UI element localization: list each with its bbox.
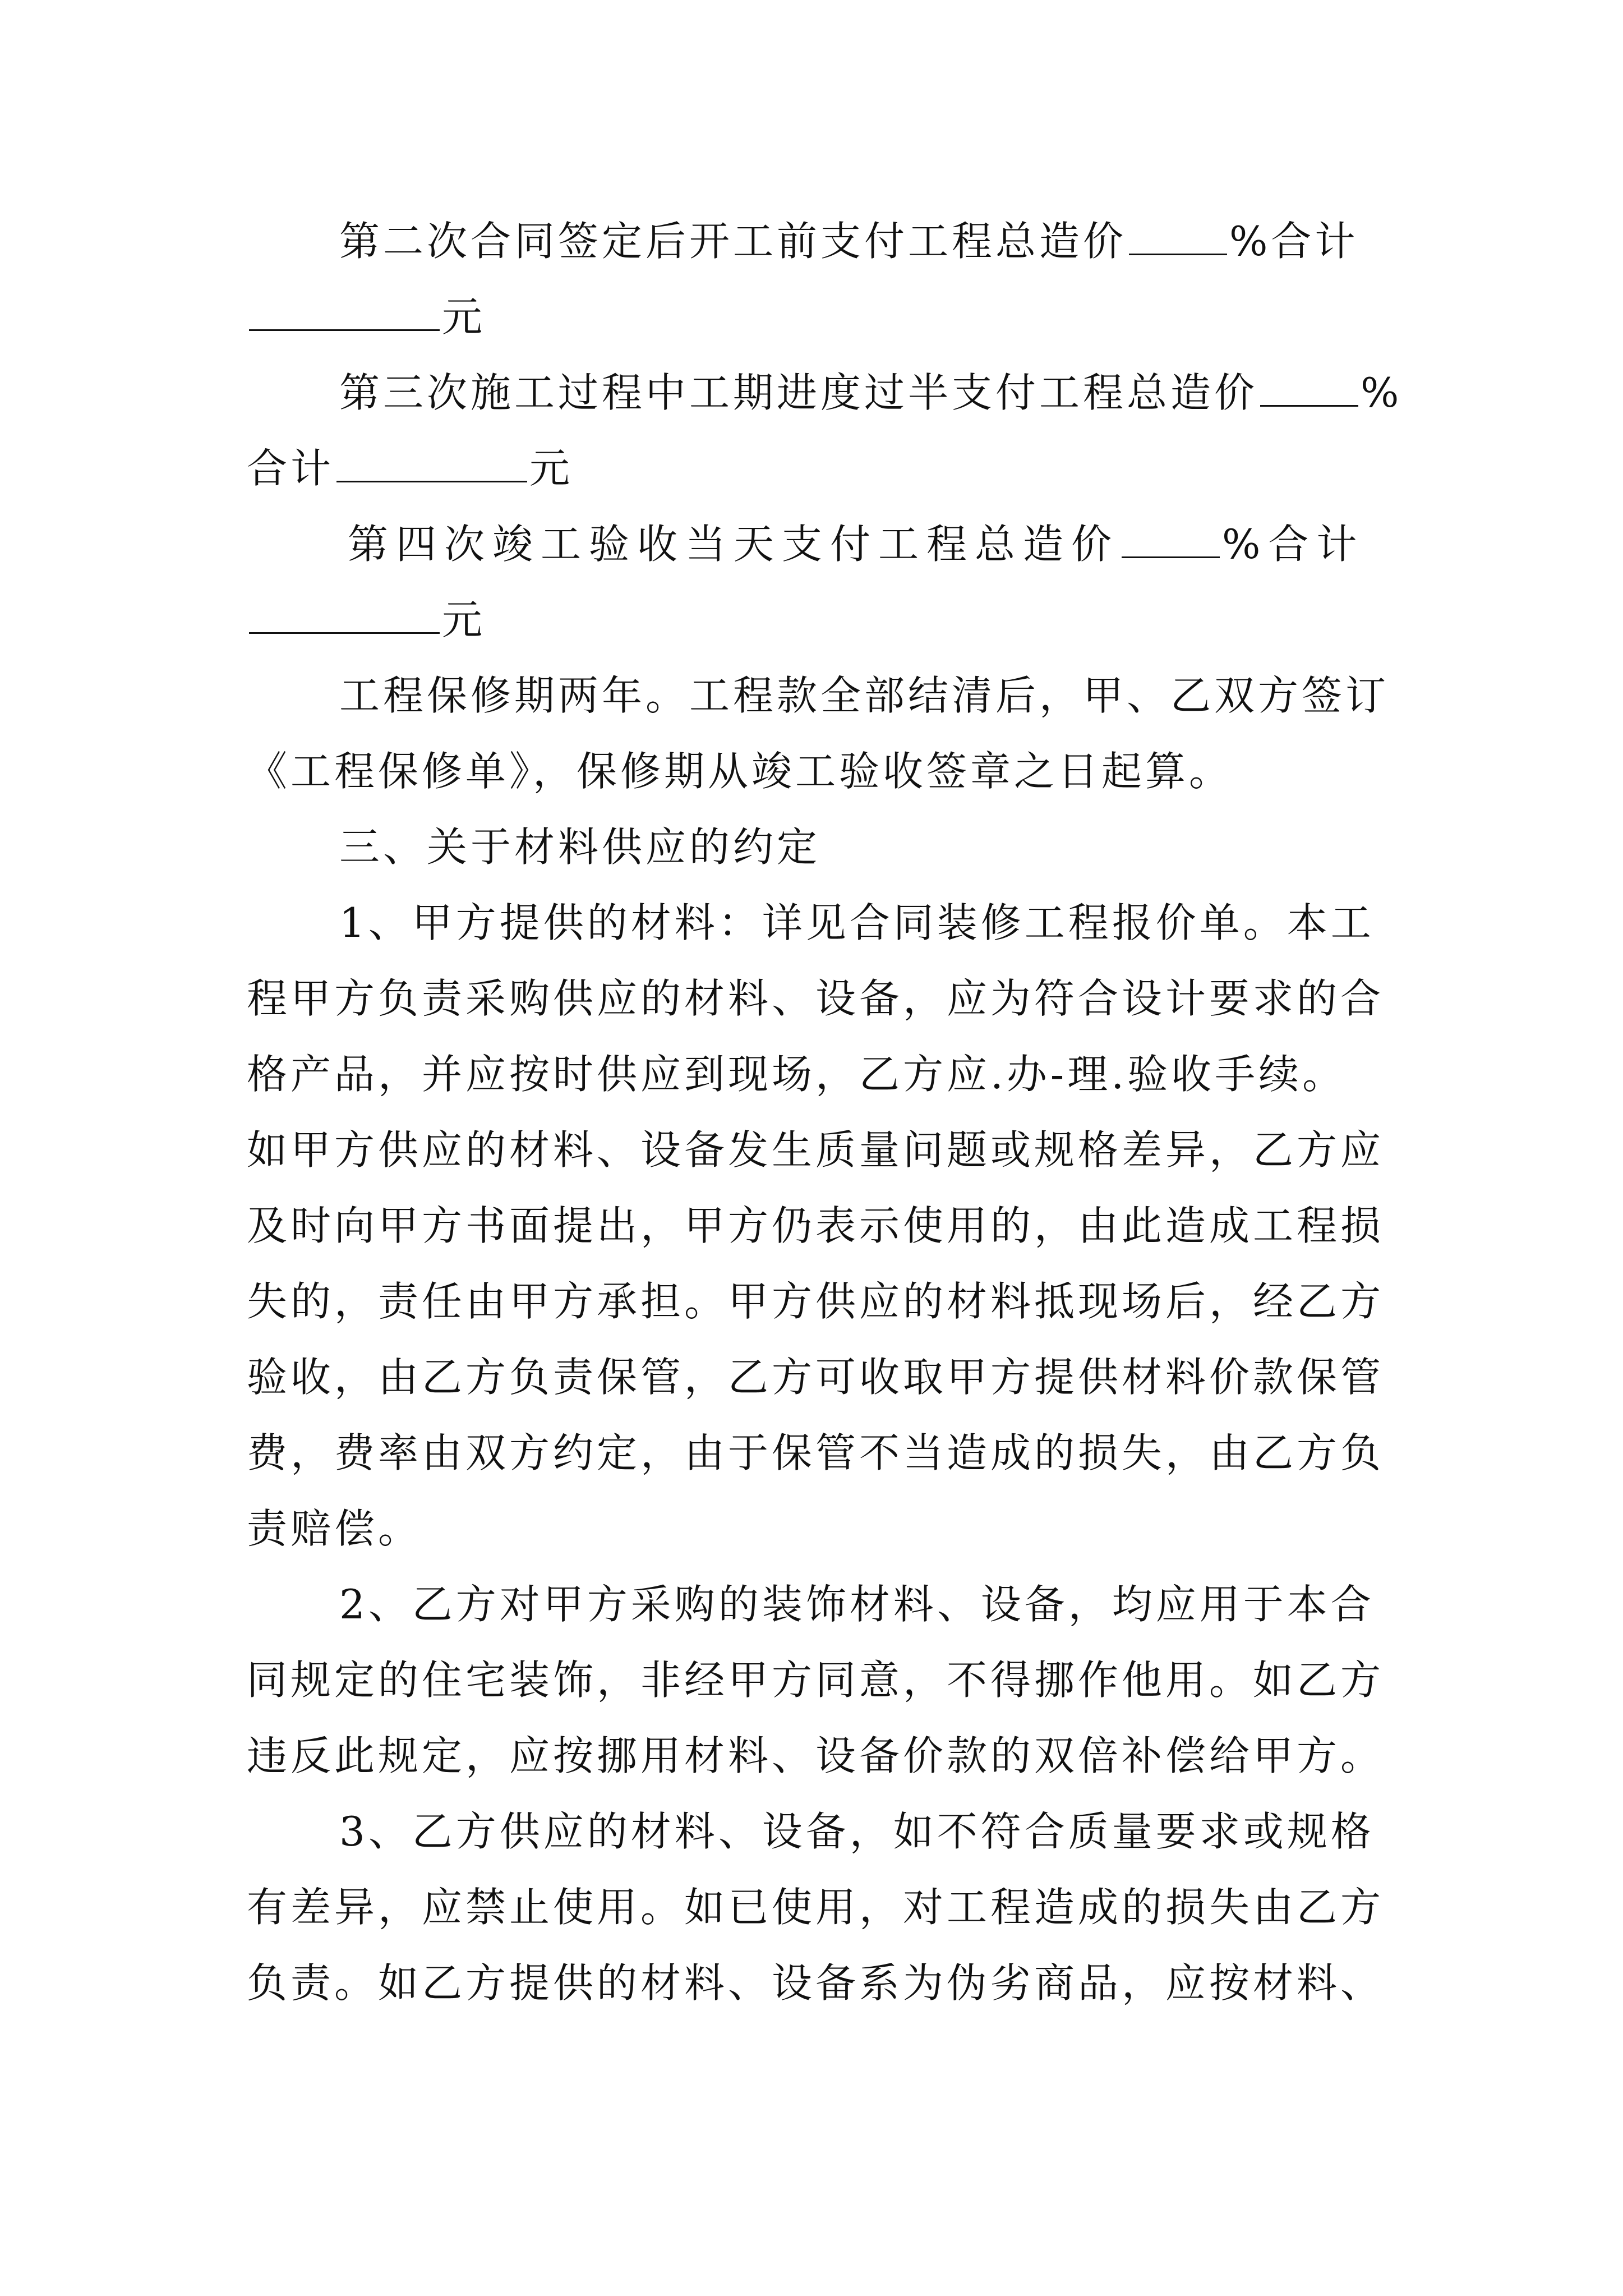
percent-blank[interactable]: [1122, 523, 1220, 558]
clause1-line: 责赔偿。: [247, 1505, 422, 1552]
amount-blank[interactable]: [249, 599, 440, 634]
payment-fourth-amount-line: [247, 595, 486, 645]
payment-second-line: [339, 216, 1358, 266]
payment-second-unit: 元: [442, 293, 486, 341]
section-title: 三、关于材料供应的约定: [339, 823, 821, 871]
warranty-line-2: 《工程保修单》，保修期从竣工验收签章之日起算。: [247, 748, 1233, 795]
clause3-line: 负责。如乙方提供的材料、设备系为伪劣商品，应按材料、: [247, 1959, 1385, 2007]
clause2-line: 2、乙方对甲方采购的装饰材料、设备，均应用于本合: [339, 1581, 1375, 1628]
clause1-line: 及时向甲方书面提出，甲方仍表示使用的，由此造成工程损: [247, 1202, 1385, 1249]
payment-third-total-label: 合计: [247, 445, 335, 492]
payment-third-amount-line: [247, 443, 573, 494]
payment-second-percent-label: %合计: [1229, 218, 1359, 265]
percent-blank[interactable]: [1260, 371, 1358, 407]
warranty-line-1: 工程保修期两年。工程款全部结清后，甲、乙双方签订: [339, 672, 1390, 719]
clause1-line: 失的，责任由甲方承担。甲方供应的材料抵现场后，经乙方: [247, 1278, 1385, 1325]
clause1-line: 格产品，并应按时供应到现场，乙方应.办-理.验收手续。: [247, 1051, 1347, 1098]
percent-blank[interactable]: [1129, 220, 1227, 255]
payment-fourth-percent-label: %合计: [1222, 521, 1365, 568]
clause2-line: 违反此规定，应按挪用材料、设备价款的双倍补偿给甲方。: [247, 1732, 1385, 1779]
payment-second-amount-line: [247, 292, 486, 342]
payment-fourth-text: 第四次竣工验收当天支付工程总造价: [348, 521, 1120, 568]
payment-third-percent-sign: %: [1361, 369, 1403, 416]
amount-blank[interactable]: [249, 296, 440, 331]
amount-blank[interactable]: [336, 447, 527, 482]
payment-third-text: 第三次施工过程中工期进度过半支付工程总造价: [339, 369, 1258, 416]
payment-fourth-unit: 元: [442, 596, 486, 643]
clause3-line: 3、乙方供应的材料、设备，如不符合质量要求或规格: [339, 1808, 1375, 1855]
clause1-line: 费，费率由双方约定，由于保管不当造成的损失，由乙方负: [247, 1429, 1385, 1476]
payment-second-text: 第二次合同签定后开工前支付工程总造价: [339, 218, 1127, 265]
payment-third-line: [339, 367, 1402, 418]
payment-fourth-line: [348, 519, 1364, 569]
clause1-line: 验收，由乙方负责保管，乙方可收取甲方提供材料价款保管: [247, 1354, 1385, 1401]
payment-third-unit: 元: [529, 445, 574, 492]
clause1-line: 如甲方供应的材料、设备发生质量问题或规格差异，乙方应: [247, 1126, 1385, 1174]
clause3-line: 有差异，应禁止使用。如已使用，对工程造成的损失由乙方: [247, 1884, 1385, 1931]
clause2-line: 同规定的住宅装饰，非经甲方同意，不得挪作他用。如乙方: [247, 1657, 1385, 1704]
clause1-line: 1、甲方提供的材料：详见合同装修工程报价单。本工: [339, 899, 1375, 946]
clause1-line: 程甲方负责采购供应的材料、设备，应为符合设计要求的合: [247, 975, 1385, 1022]
